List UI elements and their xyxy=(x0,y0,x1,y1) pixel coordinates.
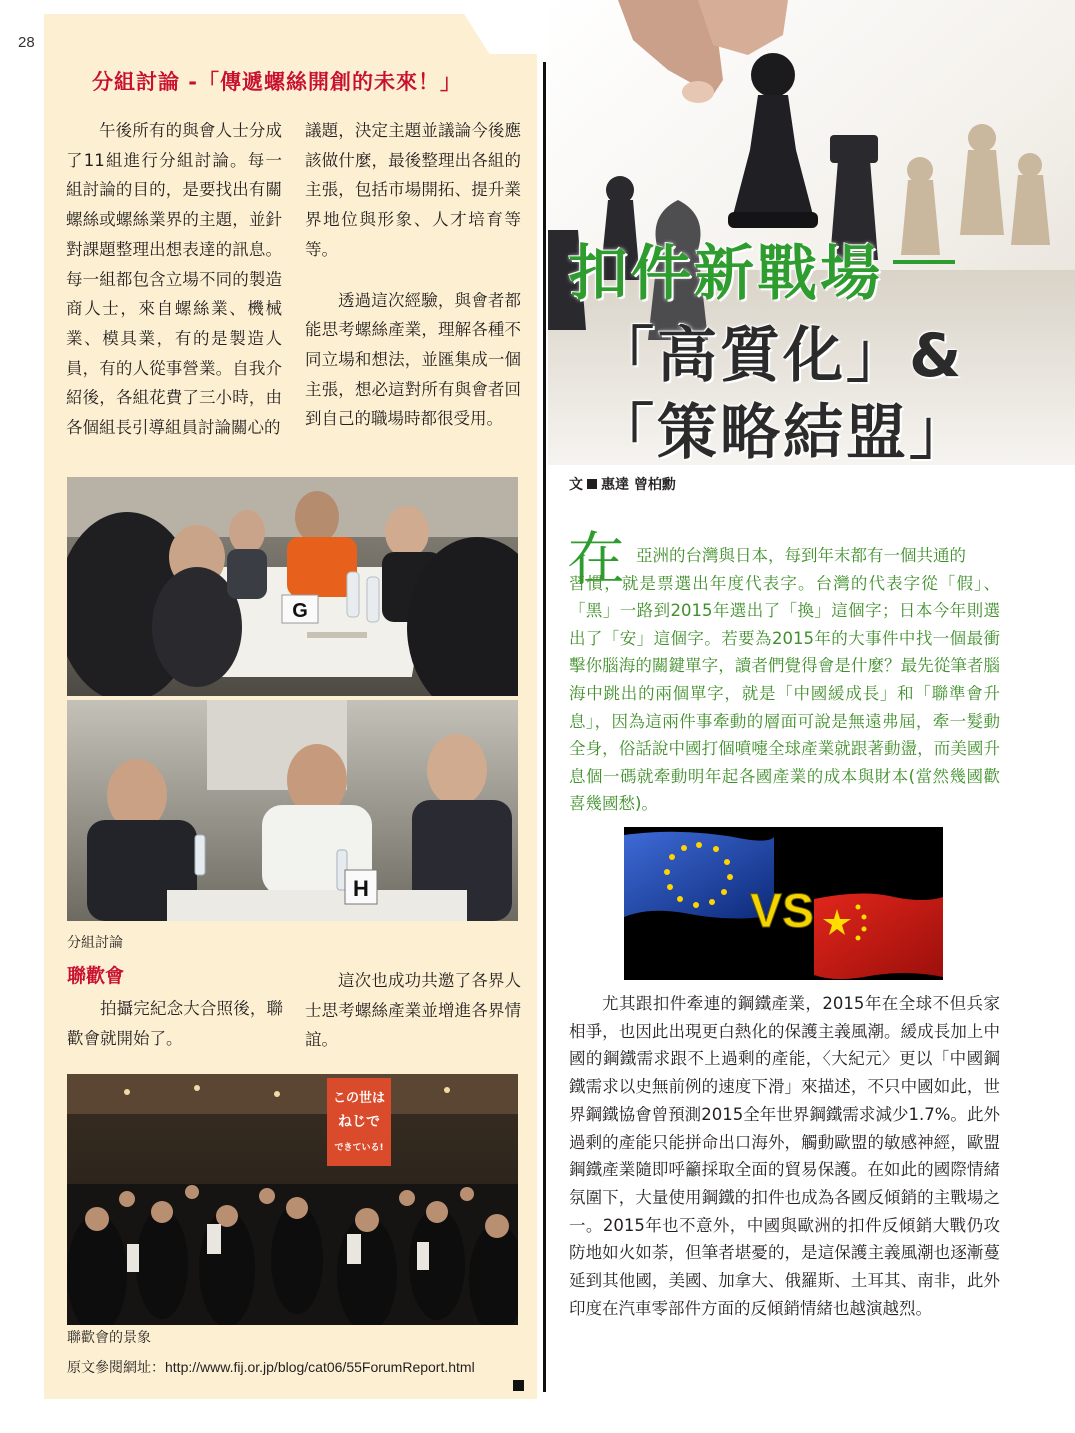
paragraph: 拍攝完紀念大合照後，聯歡會就開始了。 xyxy=(67,999,283,1048)
photo-caption-party: 聯歡會的景象 xyxy=(67,1330,151,1346)
lead-line-1: 亞洲的台灣與日本，每到年末都有一個共通的 xyxy=(636,546,966,565)
lead-line-2: 習慣，就是票選出年度代表字。 xyxy=(569,573,816,593)
text-column-c xyxy=(67,994,283,1053)
banner-line-2: ねじで xyxy=(338,1114,380,1130)
section-heading: 分組討論 -「傳遞螺絲開創的未來！」 xyxy=(92,70,463,94)
page-tab xyxy=(44,14,464,58)
source-url[interactable]: http://www.fij.or.jp/blog/cat06/55ForumReport.html xyxy=(165,1359,475,1375)
table-sign-h: H xyxy=(353,876,369,901)
page-number: 28 xyxy=(18,34,35,51)
column-divider xyxy=(543,62,546,1392)
lead-paragraph xyxy=(569,542,1000,818)
photo-caption-group: 分組討論 xyxy=(67,935,123,951)
party-photo xyxy=(67,1074,518,1325)
paragraph: 透過這次經驗，與會者都能思考螺絲產業，理解各種不同立場和想法，並匯集成一個主張，想必這對所有與會者回到自己的職場時都很受用。 xyxy=(305,290,521,429)
paragraph: 議題，決定主題並議論今後應該做什麼，最後整理出各組的主張，包括市場開拓、提升業界地位與形象、人才培育等等。 xyxy=(305,121,521,259)
group-discussion-photo-h xyxy=(67,700,518,921)
end-mark-icon xyxy=(513,1380,524,1391)
text-column-d xyxy=(305,966,521,1055)
eu-vs-china-image xyxy=(624,827,943,980)
source-reference xyxy=(67,1357,475,1377)
title-dash xyxy=(893,260,955,264)
vs-text: VS xyxy=(749,885,815,938)
table-sign-g: G xyxy=(292,600,308,622)
group-discussion-photo-g xyxy=(67,477,518,696)
source-label: 原文參閱網址： xyxy=(67,1360,165,1376)
article-body: 尤其跟扣件牽連的鋼鐵產業，2015年在全球不但兵家相爭，也因此出現更白熱化的保護主義風潮。緩成長加上中國的鋼鐵需求跟不上過剩的產能，〈大紀元〉更以「中國鋼鐵需求以史無前例的速度下滑」來描述，不只中國如此，世界鋼鐵協會曾預測2015全年世界鋼鐵需求減少1.7%。此外過剩的產能只能拼命出口海外，觸動歐盟的敏感神經，歐盟鋼鐵產業隨即呼籲採取全面的貿易保護。在如此的國際情緒氛圍下，大量使用鋼鐵的扣件也成為各國反傾銷的主戰場之一。2015年也不意外，中國與歐洲的扣件反傾銷大戰仍攻防地如火如荼，但筆者堪憂的，是這保護主義風潮也逐漸蔓延到其他國，美國、加拿大、俄羅斯、土耳其、南非，此外印度在汽車零部件方面的反傾銷情緒也越演越烈。 xyxy=(569,994,1000,1318)
title-line-2: 「高質化」& xyxy=(594,321,965,391)
byline-prefix: 文 xyxy=(569,477,583,493)
byline xyxy=(569,474,676,494)
byline-authors: 惠達 曾柏勳 xyxy=(601,477,676,493)
paragraph: 這次也成功共邀了各界人士思考螺絲產業並增進各界情誼。 xyxy=(305,971,521,1050)
banner-line-1: この世は xyxy=(332,1091,386,1106)
lead-rest: 台灣的代表字從「假」、「黑」一路到2015年選出了「換」這個字；日本今年則選出了「安」這個字。若要為2015年的大事件中找一個最衝擊你腦海的關鍵單字，讀者們覺得會是什麼？最先從筆者腦海中跳出的兩個單字，就是「中國緩成長」和「聯準會升息」，因為這兩件事牽動的層面可說是無遠弗屆，牽一髮動全身，俗話說中國打個噴嚏全球產業就跟著動盪，而美國升息個一碼就牽動明年起各國產業的成本與財本(當然幾國歡喜幾國愁)。 xyxy=(569,573,1001,814)
banner-line-3: できている! xyxy=(334,1143,384,1153)
paragraph: 午後所有的與會人士分成了11組進行分組討論。每一組討論的目的，是要找出有關螺絲或螺絲業界的主題，並針對課題整理出想表達的訊息。每一組都包含立場不同的製造商人士，來自螺絲業、機械業、模具業，有的是製造人員，有的人從事營業。自我介紹後，各組花費了三小時，由各個組長引導組員討論關心的 xyxy=(66,121,282,438)
text-column-a xyxy=(66,116,282,443)
party-heading: 聯歡會 xyxy=(67,965,125,987)
text-column-b xyxy=(305,116,521,434)
title-line-1: 扣件新戰場 xyxy=(568,239,883,309)
drop-cap: 在 xyxy=(567,525,626,593)
byline-square-icon xyxy=(587,479,597,489)
title-line-3: 「策略結盟」 xyxy=(594,398,972,468)
